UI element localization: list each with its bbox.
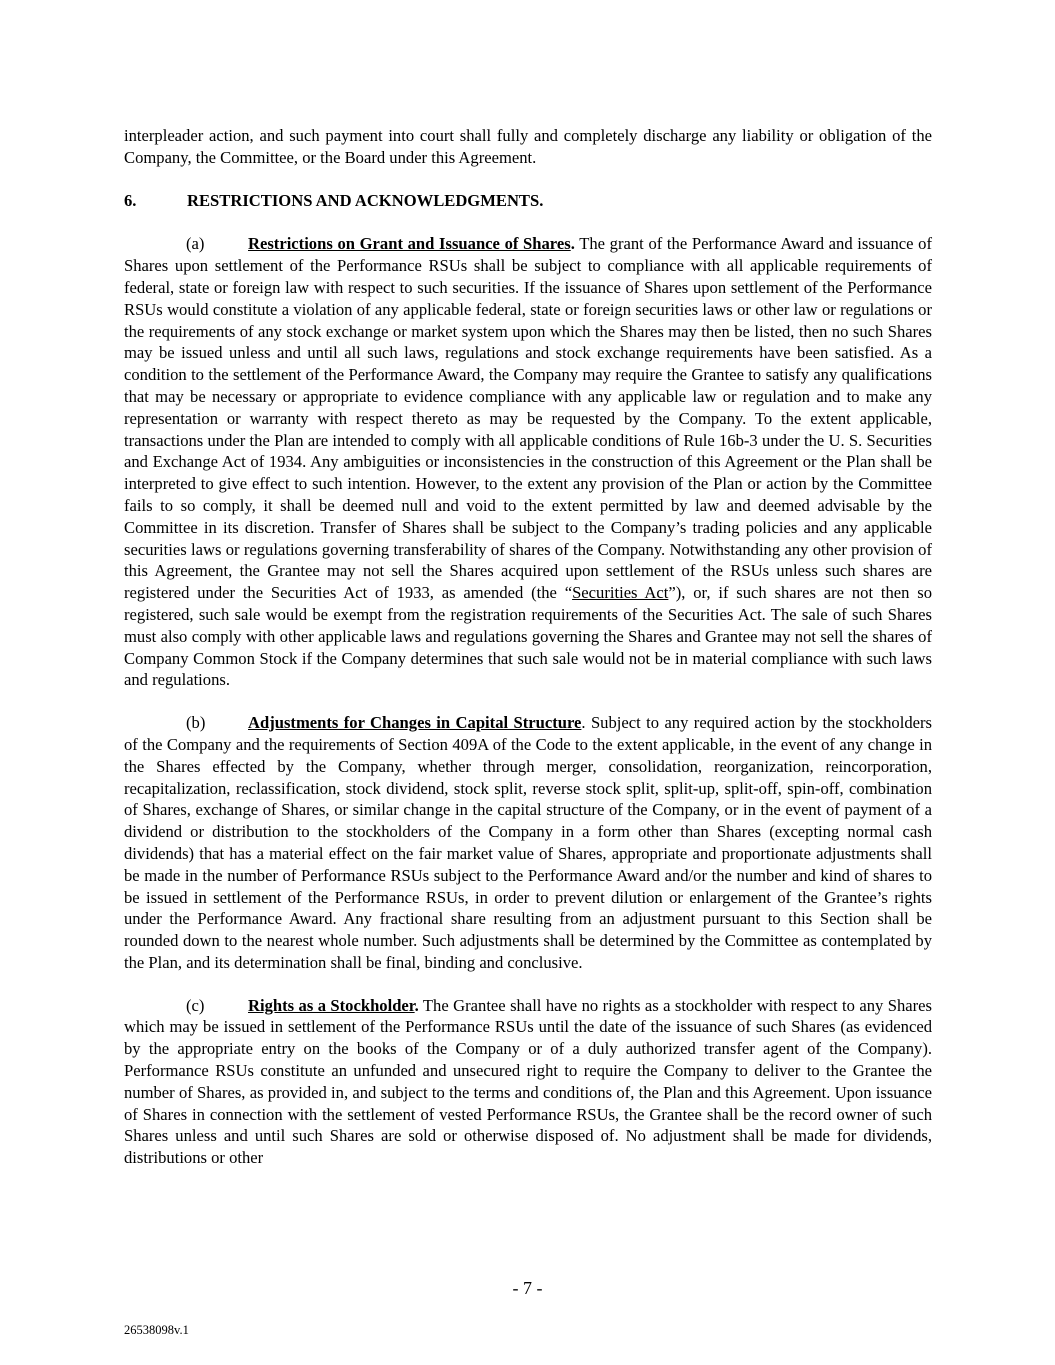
page-number: - 7 - <box>512 1278 543 1298</box>
paragraph-a-title-punct: . <box>570 234 575 254</box>
paragraph-b-label: (b) <box>186 713 206 733</box>
paragraph-a-label: (a) <box>186 234 205 254</box>
section-heading <box>124 190 932 212</box>
paragraph-c <box>124 995 932 1169</box>
paragraph-a <box>124 233 932 691</box>
defined-term-securities-act: Securities Act <box>572 583 669 603</box>
paragraph-a-title: Restrictions on Grant and Issuance of Shares <box>248 234 571 254</box>
paragraph-c-label: (c) <box>186 995 205 1015</box>
document-id: 26538098v.1 <box>124 1323 189 1337</box>
paragraph-c-body: The Grantee shall have no rights as a stockholder with respect to any Shares which may be issued in settlement of the Performance RSUs until the date of the issuance of such Shares (as evidenced by the appropriate entry on the books of the Company or of a duly authorized transfer agent of the Company). Performance RSUs constitute an unfunded and unsecured right to require the Company to deliver to the Grantee the number of Shares, as provided in, and subject to the terms and conditions of, the Plan and this Agreement. Upon issuance of Shares in connection with the settlement of vested Performance RSUs, the Grantee shall be the record owner of such Shares unless and until such Shares are sold or otherwise disposed of. No adjustment shall be made for dividends, distributions or other <box>124 995 932 1168</box>
paragraph-a-body-1: The grant of the Performance Award and issuance of Shares upon settlement of the Performance RSUs shall be subject to compliance with all applicable requirements of federal, state or foreign law with respect to such securities. If the issuance of Shares upon settlement of the Performance RSUs would constitute a violation of any applicable federal, state or foreign securities laws or other law or regulations or the requirements of any stock exchange or market system upon which the Shares may then be listed, then no such Shares may be issued unless and until all such laws, regulations and stock exchange requirements have been satisfied. As a condition to the settlement of the Performance Award, the Company may require the Grantee to satisfy any qualifications that may be necessary or appropriate to evidence compliance with any applicable law or regulation and to make any representation or warranty with respect thereto as may be requested by the Company. To the extent applicable, transactions under the Plan are intended to comply with all applicable conditions of Rule 16b-3 under the U. S. Securities and Exchange Act of 1934. Any ambiguities or inconsistencies in the construction of this Agreement or the Plan shall be interpreted to give effect to such intention. However, to the extent any provision of the Plan or action by the Committee fails to so comply, it shall be deemed null and void to the extent permitted by law and deemed advisable by the Committee in its discretion. Transfer of Shares shall be subject to the Company’s trading policies and any applicable securities laws or regulations governing transferability of shares of the Company. Notwithstanding any other provision of this Agreement, the Grantee may not sell the Shares acquired upon settlement of the RSUs unless such shares are registered under the Securities Act of 1933, as amended (the “ <box>124 234 932 603</box>
paragraph-b <box>124 712 932 974</box>
document-page <box>124 125 932 1190</box>
paragraph-a-body-2: ”), or, if such shares are not then so registered, such sale would be exempt from the registration requirements of the Securities Act. The sale of such Shares must also comply with other applicable laws and regulations governing the Shares and Grantee may not sell the shares of Company Common Stock if the Company determines that such sale would not be in material compliance with such laws and regulations. <box>124 583 932 690</box>
paragraph-b-title: Adjustments for Changes in Capital Structure <box>248 713 582 733</box>
section-title: RESTRICTIONS AND ACKNOWLEDGMENTS. <box>187 190 544 210</box>
paragraph-b-body: . Subject to any required action by the stockholders of the Company and the requirements of Section 409A of the Code to the extent applicable, in the event of any change in the Shares effected by the Company, whether through merger, consolidation, reorganization, reincorporation, recapitalization, reclassification, stock dividend, stock split, reverse stock split, split-up, split-off, spin-off, combination of Shares, exchange of Shares, or similar change in the capital structure of the Company, or in the event of payment of a dividend or distribution to the stockholders of the Company in a form other than Shares (excepting normal cash dividends) that has a material effect on the fair market value of Shares, appropriate and proportionate adjustments shall be made in the number of Performance RSUs subject to the Performance Award and/or the number and kind of shares to be issued in settlement of the Performance RSUs, in order to prevent dilution or enlargement of the Grantee’s rights under the Performance Award. Any fractional share resulting from an adjustment pursuant to this Section shall be rounded down to the nearest whole number. Such adjustments shall be determined by the Committee as contemplated by the Plan, and its determination shall be final, binding and conclusive. <box>124 713 932 972</box>
intro-paragraph: interpleader action, and such payment into court shall fully and completely discharge any liability or obligation of the Company, the Committee, or the Board under this Agreement. <box>124 126 932 167</box>
paragraph-c-title: Rights as a Stockholder <box>248 995 415 1015</box>
paragraph-c-title-punct: . <box>414 995 419 1015</box>
section-number: 6. <box>124 190 137 210</box>
